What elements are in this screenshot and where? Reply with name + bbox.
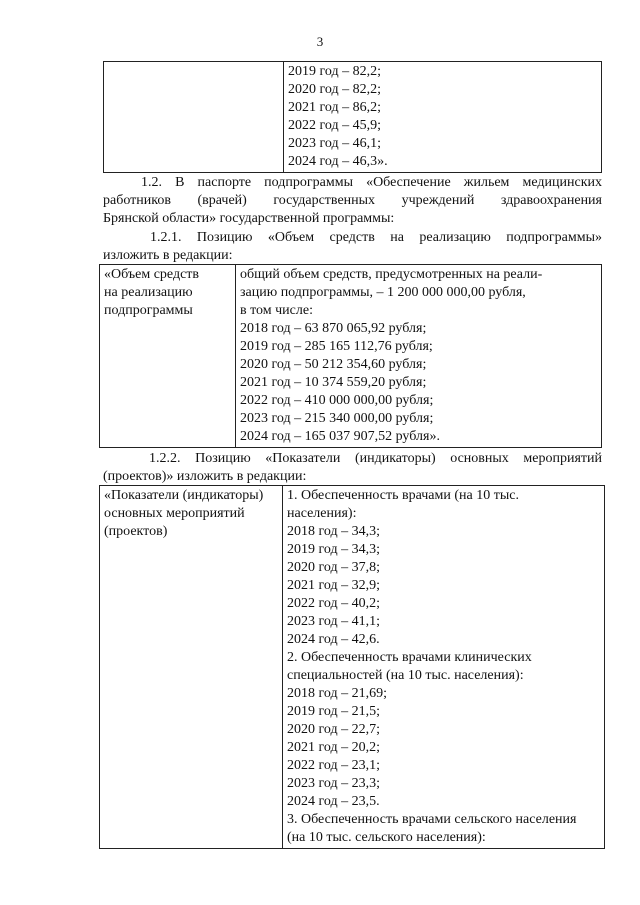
table3-right-line: 2019 год – 34,3; [287,542,381,557]
table3-right-line: 2021 год – 32,9; [287,578,381,593]
table3-right-line: 2023 год – 23,3; [287,776,381,791]
paragraph-line: изложить в редакции: [103,248,233,263]
table2-left-line: на реализацию [104,285,193,300]
table3-right-line: населения): [287,506,357,521]
table1-right-cell [284,62,602,173]
page-number: 3 [316,34,324,49]
table1-line: 2019 год – 82,2; [288,64,382,79]
table3-right-line: (на 10 тыс. сельского населения): [287,830,486,845]
paragraph-line: (проектов)» изложить в редакции: [103,469,307,484]
paragraph-line: 1.2. В паспорте подпрограммы «Обеспечение жильем медицинских [141,175,602,190]
table2-left-line: подпрограммы [104,303,193,318]
table2-right-cell [236,265,602,448]
table2-right-line: 2024 год – 165 037 907,52 рубля». [240,429,440,444]
table2-right-line: общий объем средств, предусмотренных на реали- [240,267,543,282]
table3-right-cell [283,486,605,849]
table2-right-line: 2018 год – 63 870 065,92 рубля; [240,321,427,336]
table3-right-line: 3. Обеспеченность врачами сельского населения [287,812,577,827]
paragraph-line: работников (врачей) государственных учреждений здравоохранения [103,193,602,208]
table3-right-line: 2019 год – 21,5; [287,704,381,719]
table2-right-line: зацию подпрограммы, – 1 200 000 000,00 рубля, [240,285,526,300]
table3-right-line: 1. Обеспеченность врачами (на 10 тыс. [287,488,519,503]
table3-right-line: 2023 год – 41,1; [287,614,381,629]
table1-line: 2023 год – 46,1; [288,136,382,151]
table3-left-line: основных мероприятий [104,506,245,521]
table3-right-line: 2022 год – 40,2; [287,596,381,611]
table1-line: 2022 год – 45,9; [288,118,382,133]
paragraph-1-2-2 [103,450,602,486]
table3-right-line: 2018 год – 34,3; [287,524,381,539]
table3-left-cell [100,486,283,849]
table-funding-volume [99,264,602,448]
table2-left-line: «Объем средств [104,267,200,282]
table2-left-cell [100,265,236,448]
table3-left-line: (проектов) [104,524,168,539]
table-continuation [103,61,602,173]
table2-right-line: 2019 год – 285 165 112,76 рубля; [240,339,433,354]
table1-line: 2020 год – 82,2; [288,82,382,97]
table3-right-line: 2024 год – 23,5. [287,794,380,809]
table3-right-line: 2. Обеспеченность врачами клинических [287,650,532,665]
table2-right-line: в том числе: [240,303,313,318]
paragraph-line: Брянской области» государственной программы: [103,211,395,226]
table3-left-line: «Показатели (индикаторы) [104,488,264,503]
table3-right-line: 2020 год – 37,8; [287,560,381,575]
paragraph-line: 1.2.1. Позицию «Объем средств на реализацию подпрограммы» [150,230,602,245]
paragraph-line: 1.2.2. Позицию «Показатели (индикаторы) основных мероприятий [149,451,602,466]
table1-line: 2021 год – 86,2; [288,100,382,115]
table3-right-line: специальностей (на 10 тыс. населения): [287,668,524,683]
paragraph-1-2 [103,174,602,228]
table2-right-line: 2022 год – 410 000 000,00 рубля; [240,393,434,408]
table2-right-line: 2023 год – 215 340 000,00 рубля; [240,411,434,426]
paragraph-1-2-1 [103,229,602,265]
table3-right-line: 2022 год – 23,1; [287,758,381,773]
table3-right-line: 2021 год – 20,2; [287,740,381,755]
table-indicators [99,485,605,849]
table3-right-line: 2018 год – 21,69; [287,686,388,701]
table3-right-line: 2024 год – 42,6. [287,632,380,647]
table1-line: 2024 год – 46,3». [288,154,388,169]
table3-right-line: 2020 год – 22,7; [287,722,381,737]
table2-right-line: 2021 год – 10 374 559,20 рубля; [240,375,427,390]
table1-left-cell [104,62,284,173]
table2-right-line: 2020 год – 50 212 354,60 рубля; [240,357,427,372]
